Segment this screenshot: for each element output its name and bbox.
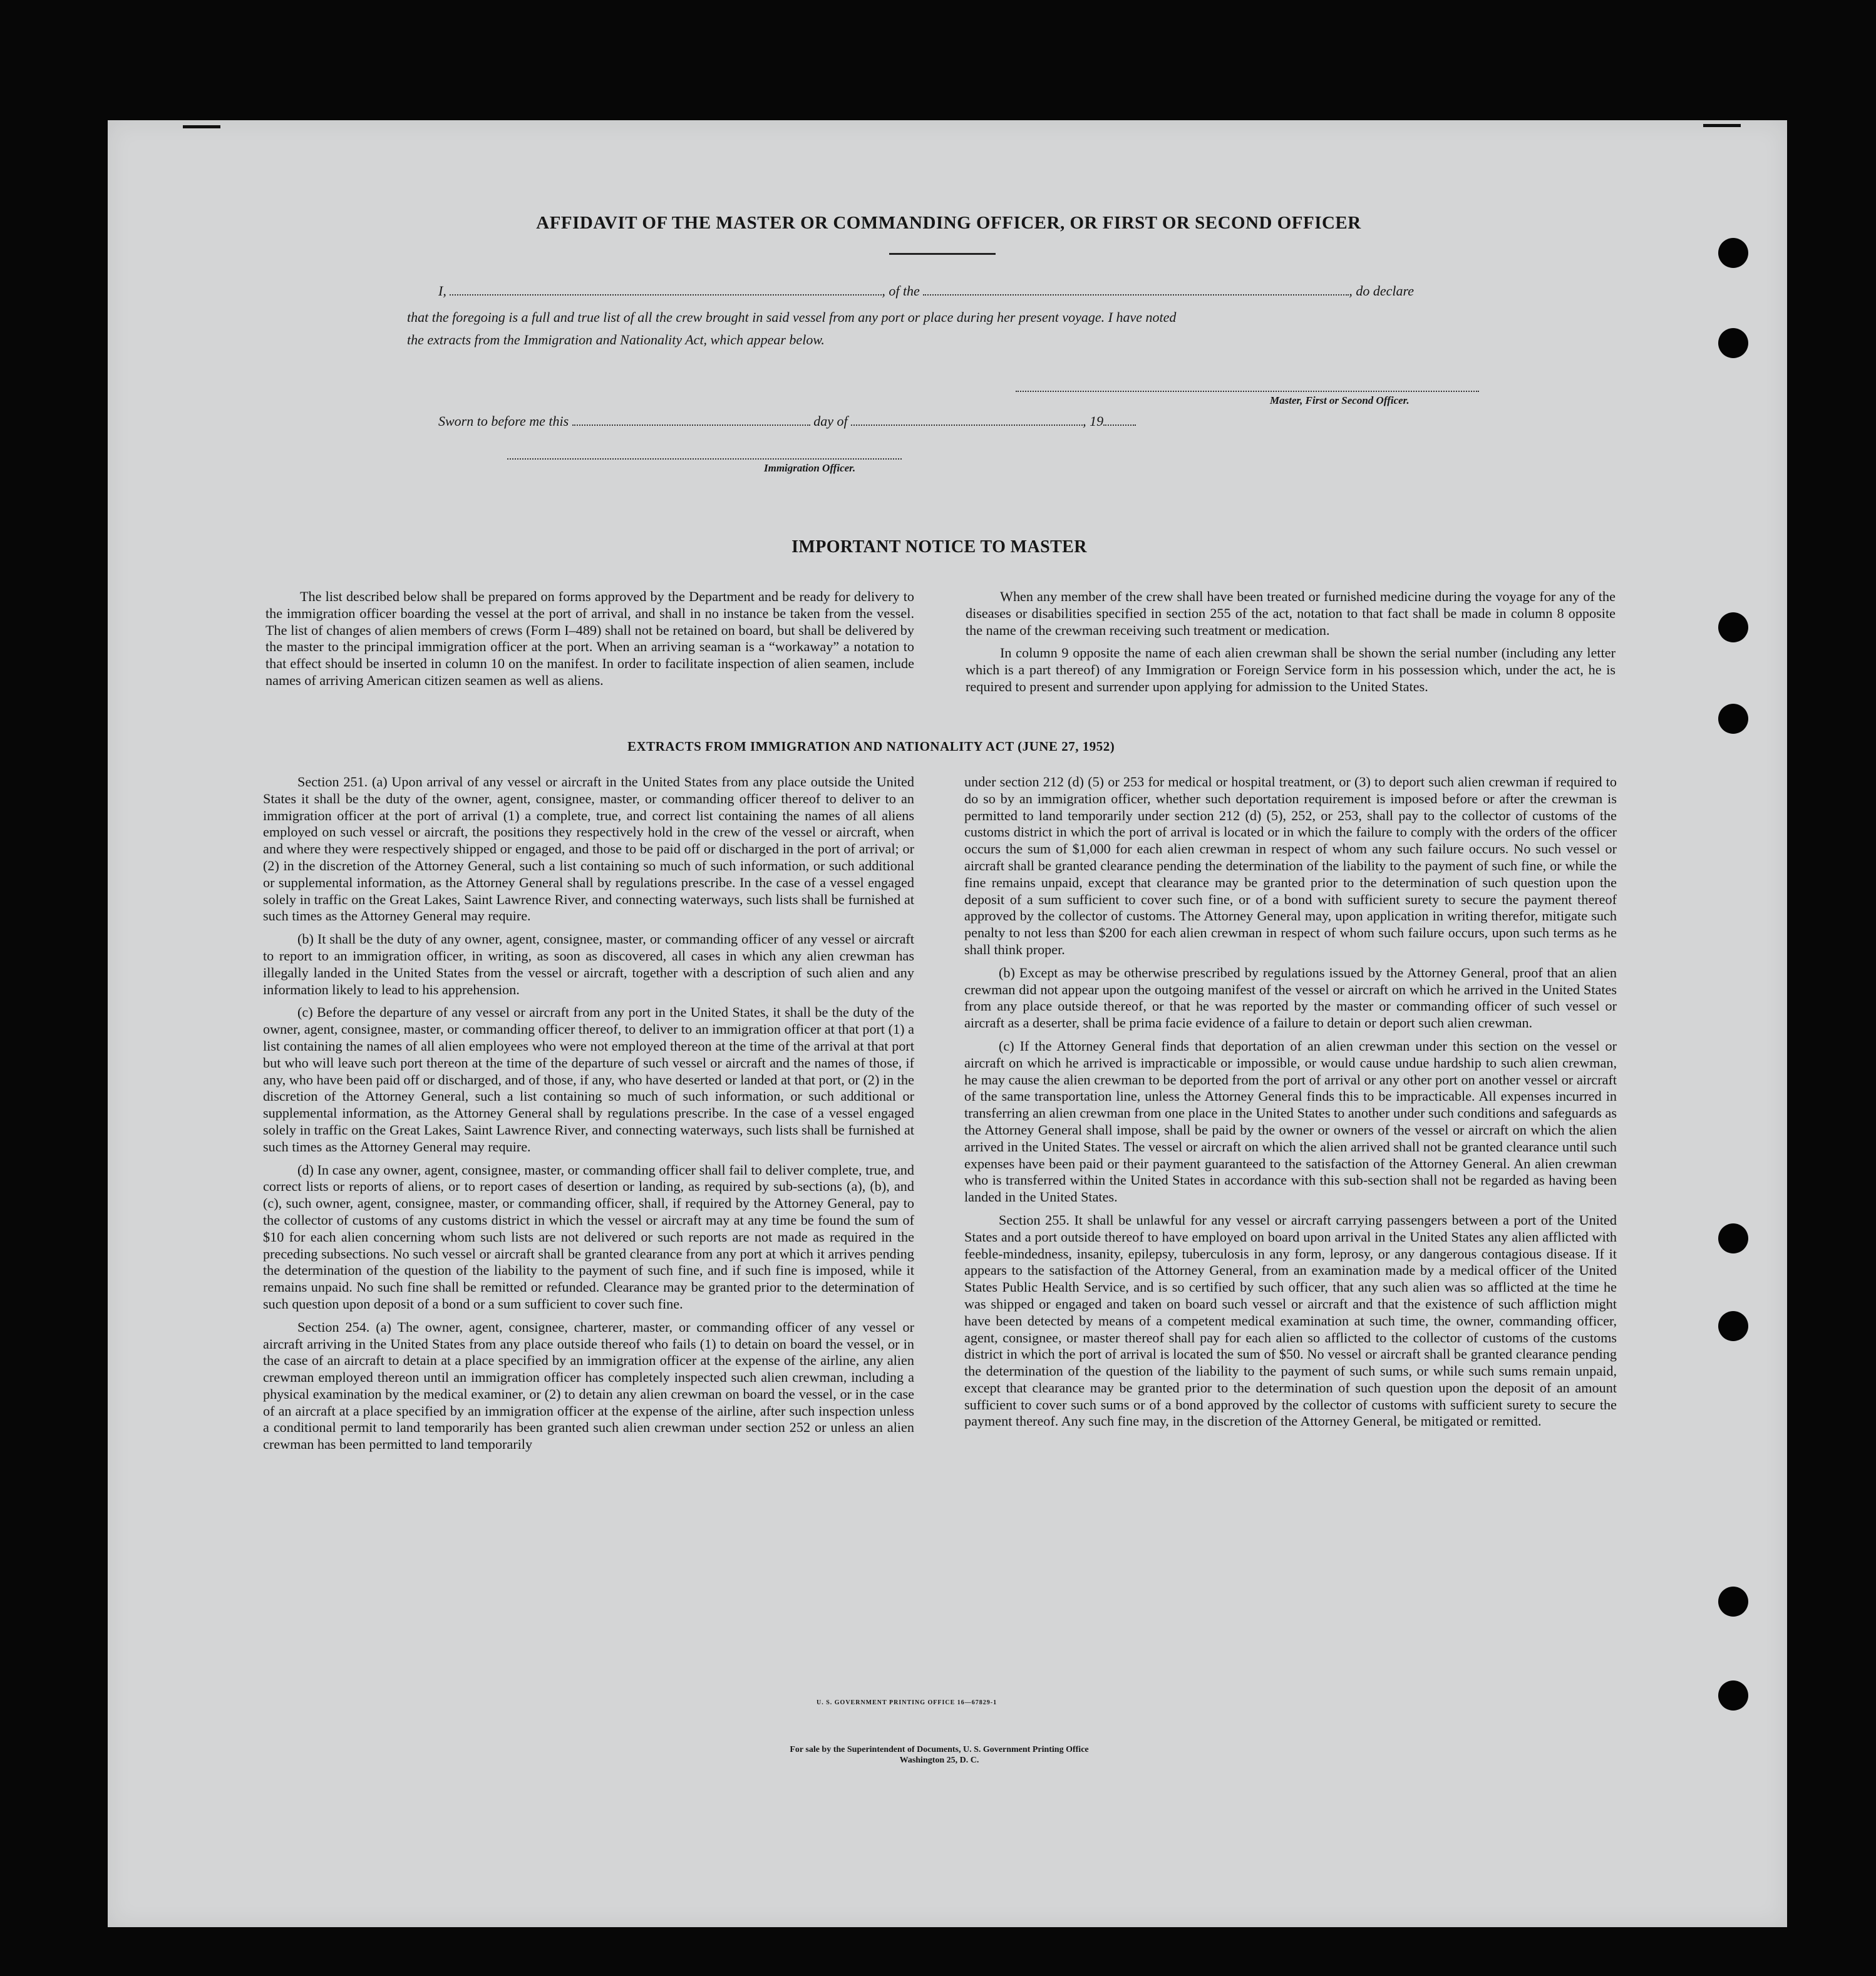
sworn-month-field[interactable] [851, 421, 1083, 426]
notice-title: IMPORTANT NOTICE TO MASTER [791, 537, 1087, 557]
sworn-day-of: day of [813, 413, 848, 429]
extract-paragraph: (c) Before the departure of any vessel or aircraft from any port in the United States, it shall be the duty of the owner, agent, consignee, master, or commanding officer thereof, to deliver to an immigration officer at that port (1) a list containing the names of all alien employees who were not employed thereon at the time of the arrival at that port but who will leave such port thereon at the time of the departure of such vessel or aircraft and the names of those, if any, who have been paid off or discharged, and of those, if any, who have deserted or landed at that port, or (2) in the discretion of the Attorney General, such a list containing so much of such information, or such additional or supplemental information, as the Attorney General shall by regulations prescribe. In the case of a vessel engaged solely in traffic on the Great Lakes, Saint Lawrence River, and connecting waterways, such lists shall be furnished at such times as the Attorney General may require. [263, 1004, 914, 1155]
extract-paragraph: (c) If the Attorney General finds that deportation of an alien crewman under this section on the vessel or aircraft on which he arrived is impracticable or impossible, or would cause undue hardship to such alien crewman, he may cause the alien crewman to be deported from the port of arrival or any other port on another vessel or aircraft of the same transportation line, unless the Attorney General finds this to be impracticable. All expenses incurred in transferring an alien crewman from one place in the United States to another under such conditions and safeguards as the Attorney General shall impose, shall be paid by the owner or owners of the vessel or aircraft on which the alien arrived in the United States. The vessel or aircraft on which the alien arrived shall not be granted clearance until such expenses have been paid or their payment guaranteed to the satisfaction of the Attorney General. An alien crewman who is transferred within the United States in accordance with this sub-section shall not be regarded as having been landed in the United States. [964, 1037, 1617, 1205]
edge-mark [1703, 124, 1741, 127]
binder-hole [1718, 704, 1748, 734]
notice-right-column [966, 589, 1616, 702]
binder-hole [1718, 238, 1748, 268]
officer-signature-line[interactable] [507, 458, 902, 460]
extracts-left-column [263, 774, 914, 1459]
binder-hole [1718, 612, 1748, 642]
declaration-line [438, 283, 1414, 299]
extract-paragraph: (b) Except as may be otherwise prescribed by regulations issued by the Attorney General, proof that an alien crewman did not appear upon the outgoing manifest of the vessel or aircraft on which he arrived in the United States from any place outside thereof, or that he was reported by the master or commanding officer of such vessel or aircraft as a deserter, shall be prima facie evidence of a failure to detain or deport such alien crewman. [964, 964, 1617, 1031]
sale-line-2: Washington 25, D. C. [899, 1756, 979, 1765]
notice-right-paragraph-1: When any member of the crew shall have been treated or furnished medicine during the voyage for any of the diseases or disabilities specified in section 255 of the act, notation to that fact shall be made in column 8 opposite the name of the crewman receiving such treatment or medication. [966, 589, 1616, 638]
edge-mark [183, 125, 220, 128]
extract-paragraph: Section 251. (a) Upon arrival of any vessel or aircraft in the United States from any place outside the United States it shall be the duty of the owner, agent, consignee, master, or commanding officer thereof to deliver to an immigration officer at the port of arrival (1) a complete, true, and correct list containing the names of all aliens employed on such vessel or aircraft, the positions they respectively hold in the crew of the vessel or aircraft, when and where they were respectively shipped or engaged, and those to be paid off or discharged in the port of arrival; or (2) in the discretion of the Attorney General, such a list containing so much of such information, or such additional or supplemental information, as the Attorney General shall by regulations prescribe. In the case of a vessel engaged solely in traffic on the Great Lakes, Saint Lawrence River, and connecting waterways, such lists shall be furnished at such times as the Attorney General may require. [263, 774, 914, 924]
extract-paragraph: Section 254. (a) The owner, agent, consignee, charterer, master, or commanding officer of any vessel or aircraft arriving in the United States from any place outside thereof who fails (1) to detain on board the vessel, or in the case of an aircraft to detain at a place specified by an immigration officer at the expense of the airline, any alien crewman employed thereon until an immigration officer has completely inspected such alien crewman, including a physical examination by the medical examiner, or (2) to detain any alien crewman on board the vessel, or in the case of an aircraft at a place specified by an immigration officer at the expense of the airline, after such inspection unless a conditional permit to land temporarily has been granted such alien crewman under section 252 or unless an alien crewman has been permitted to land temporarily [263, 1319, 914, 1453]
sworn-day-field[interactable] [572, 421, 810, 426]
title-underline [889, 253, 996, 255]
declare-prefix: I, [438, 283, 446, 299]
binder-hole [1718, 1587, 1748, 1617]
notice-left-paragraph: The list described below shall be prepared on forms approved by the Department and be ready for delivery to the immigration officer boarding the vessel at the port of arrival, and shall in no instance be taken from the vessel. The list of changes of alien members of crews (Form I–489) shall not be retained on board, but shall be delivered by the master to the principal immigration officer at the port. When an arriving seaman is a “workaway” a notation to that effect should be inserted in column 10 on the manifest. In order to facilitate inspection of alien seamen, include names of arriving American citizen seamen as well as aliens. [265, 589, 914, 688]
sworn-line [438, 413, 1136, 430]
declaration-body-2: the extracts from the Immigration and Nationality Act, which appear below. [407, 332, 825, 347]
master-signature-line[interactable] [1016, 391, 1479, 392]
vessel-name-field[interactable] [923, 291, 1349, 296]
declare-suffix: , do declare [1349, 283, 1414, 299]
extracts-title: EXTRACTS FROM IMMIGRATION AND NATIONALITY ACT (JUNE 27, 1952) [627, 739, 1115, 754]
extract-paragraph: Section 255. It shall be unlawful for any vessel or aircraft carrying passengers between a port of the United States and a port outside thereof to have employed on board upon arrival in the United States any alien afflicted with feeble-mindedness, insanity, epilepsy, tuberculosis in any form, leprosy, or any dangerous contagious disease. If it appears to the satisfaction of the Attorney General, from an examination made by a medical officer of the United States Public Health Service, and is so certified by such officer, that any such alien was so afflicted at the time he was shipped or engaged and taken on board such vessel or aircraft and that the existence of such affliction might have been detected by means of a competent medical examination at such time, the owner, commanding officer, agent, consignee, or master thereof shall pay for each alien so afflicted to the collector of customs of the customs district in which the port of arrival is located the sum of $50. No vessel or aircraft shall be granted clearance pending the determination of the question of the liability to the payment of such sums, or while such sums remain unpaid, except that clearance may be granted prior to the determination of such question upon the deposit of an amount sufficient to cover such sums or of a bond approved by the collector of customs with sufficient surety to secure the payment thereof. Any such fine may, in the discretion of the Attorney General, be mitigated or remitted. [964, 1212, 1617, 1429]
declaration-body-1: that the foregoing is a full and true list of all the crew brought in said vessel from any port or place during her present voyage. I have noted [407, 309, 1177, 325]
extract-paragraph: (b) It shall be the duty of any owner, agent, consignee, master, or commanding officer of any vessel or aircraft to report to an immigration officer, in writing, as soon as discovered, all cases in which any alien crewman has illegally landed in the United States from the vessel or aircraft, together with a description of such alien and any information likely to lead to his apprehension. [263, 931, 914, 997]
gpo-imprint: U. S. GOVERNMENT PRINTING OFFICE 16—67829-1 [817, 1699, 997, 1706]
extract-paragraph: under section 212 (d) (5) or 253 for medical or hospital treatment, or (3) to deport such alien crewman if required to do so by an immigration officer, whether such deportation requirement is imposed before or after the crewman is permitted to land temporarily under section 212 (d) (5), 252, or 253, shall pay to the collector of customs of the customs district in which the port of arrival is located or in which the failure to comply with the orders of the officer occurs the sum of $1,000 for each alien crewman in respect of whom any such failure occurs. No such vessel or aircraft shall be granted clearance pending the determination of the liability to the payment of such fine, or while the fine remains unpaid, except that clearance may be granted prior to the determination of such question upon the deposit of a sum sufficient to cover such fine, or of a bond with sufficient surety to secure the payment thereof approved by the collector of customs. The Attorney General may, upon application in writing therefor, mitigate such penalty to not less than $200 for each alien crewman in respect of whom such failure occurs, upon such terms as he shall think proper. [964, 774, 1617, 957]
affidavit-title: AFFIDAVIT OF THE MASTER OR COMMANDING OFFICER, OR FIRST OR SECOND OFFICER [536, 213, 1361, 233]
sale-notice [689, 1744, 1190, 1766]
declare-of-the: , of the [882, 283, 920, 299]
sale-line-1: For sale by the Superintendent of Documents, U. S. Government Printing Office [790, 1745, 1089, 1754]
sworn-year-field[interactable] [1103, 421, 1136, 426]
extracts-right-column [964, 774, 1617, 1436]
binder-hole [1718, 1311, 1748, 1341]
notice-left-column [265, 589, 914, 696]
binder-hole [1718, 1223, 1748, 1253]
notice-right-paragraph-2: In column 9 opposite the name of each alien crewman shall be shown the serial number (including any letter which is a part thereof) of any Immigration or Foreign Service form in his possession which, under the act, he is required to present and surrender upon applying for admission to the United States. [966, 645, 1616, 694]
master-caption: Master, First or Second Officer. [1270, 394, 1410, 406]
binder-hole [1718, 328, 1748, 358]
extract-paragraph: (d) In case any owner, agent, consignee, master, or commanding officer shall fail to deliver complete, true, and correct lists or reports of aliens, or to report cases of desertion or landing, as required by sub-sections (a), (b), and (c), such owner, agent, consignee, master, or commanding officer, shall, if required by the Attorney General, pay to the collector of customs of any customs district in which the vessel or aircraft may at any time be found the sum of $10 for each alien concerning whom such lists are not delivered or such reports are not made as required in the preceding subsections. No such vessel or aircraft shall be granted clearance from any port at which it arrives pending the determination of the question of the liability to the payment of such fine, and if such fine is imposed, while it remains unpaid. No such fine shall be remitted or refunded. Clearance may be granted prior to the determination of such question upon deposit of a bond or a sum sufficient to cover such fine. [263, 1161, 914, 1312]
sworn-prefix: Sworn to before me this [438, 413, 569, 429]
officer-caption: Immigration Officer. [764, 462, 856, 474]
declarant-name-field[interactable] [450, 291, 882, 296]
sworn-year: , 19 [1083, 413, 1104, 429]
binder-hole [1718, 1680, 1748, 1711]
